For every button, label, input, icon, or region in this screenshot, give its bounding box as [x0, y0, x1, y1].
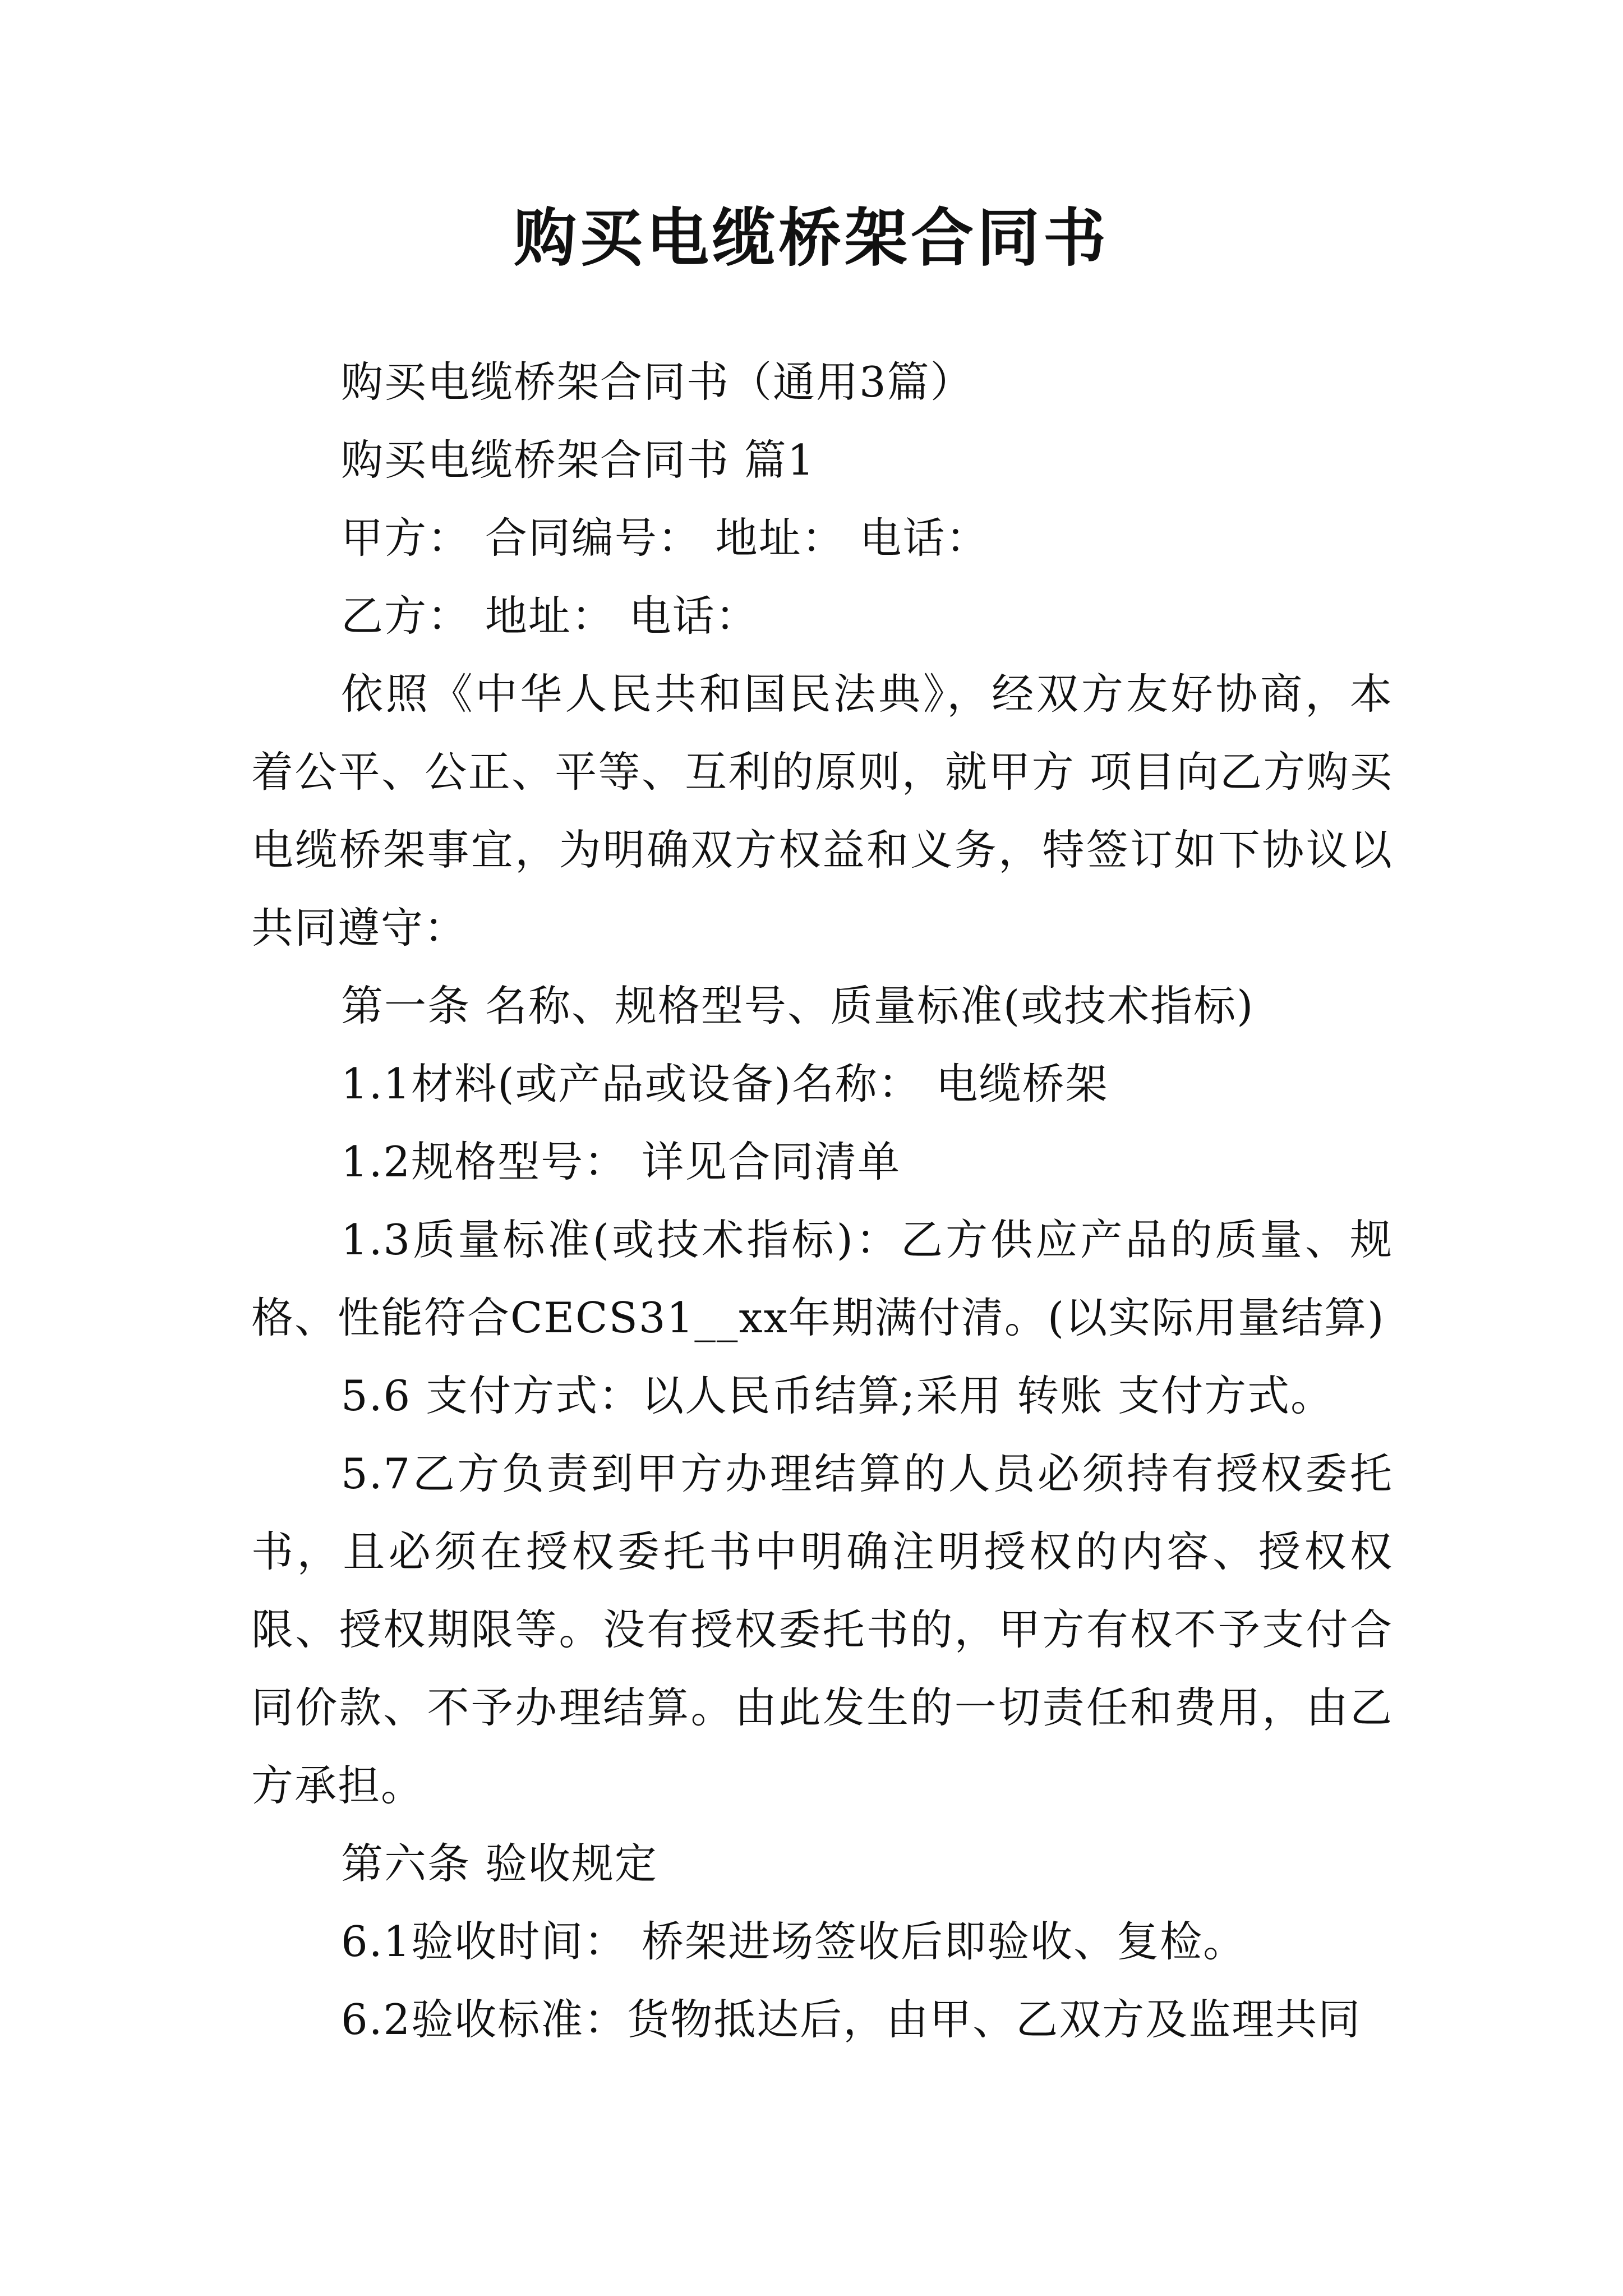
- party-b-line: 乙方： 地址： 电话：: [341, 591, 759, 641]
- document-body: [251, 343, 1393, 2059]
- article-6-item-1: 6.1验收时间： 桥架进场签收后即验收、复检。: [341, 1917, 1247, 1966]
- article-6-heading: 第六条 验收规定: [341, 1839, 658, 1888]
- article-1-item-3: 1.3质量标准(或技术指标)：乙方供应产品的质量、规格、性能符合CECS31__xx年期满付清。(以实际用量结算): [251, 1215, 1393, 1342]
- article-5-item-7: 5.7乙方负责到甲方办理结算的人员必须持有授权委托书，且必须在授权委托书中明确注明授权的内容、授权权限、授权期限等。没有授权委托书的，甲方有权不予支付合同价款、不予办理结算。由此发生的一切责任和费用，由乙方承担。: [251, 1449, 1393, 1810]
- intro-paragraph: 依照《中华人民共和国民法典》，经双方友好协商，本着公平、公正、平等、互利的原则，就甲方 项目向乙方购买电缆桥架事宜，为明确双方权益和义务，特签订如下协议以共同遵守：: [251, 669, 1393, 953]
- part-heading: 购买电缆桥架合同书 篇1: [341, 435, 815, 485]
- article-1-item-2: 1.2规格型号： 详见合同清单: [341, 1137, 901, 1186]
- article-1-heading: 第一条 名称、规格型号、质量标准(或技术指标): [341, 981, 1255, 1030]
- article-5-item-6: 5.6 支付方式：以人民币结算;采用 转账 支付方式。: [341, 1371, 1334, 1420]
- article-6-item-2: 6.2验收标准：货物抵达后，由甲、乙双方及监理共同: [341, 1995, 1362, 2044]
- party-a-line: 甲方： 合同编号： 地址： 电话：: [341, 513, 989, 563]
- document-subtitle: 购买电缆桥架合同书（通用3篇）: [341, 357, 974, 407]
- document-title: 购买电缆桥架合同书: [514, 201, 1109, 275]
- article-1-item-1: 1.1材料(或产品或设备)名称： 电缆桥架: [341, 1059, 1109, 1108]
